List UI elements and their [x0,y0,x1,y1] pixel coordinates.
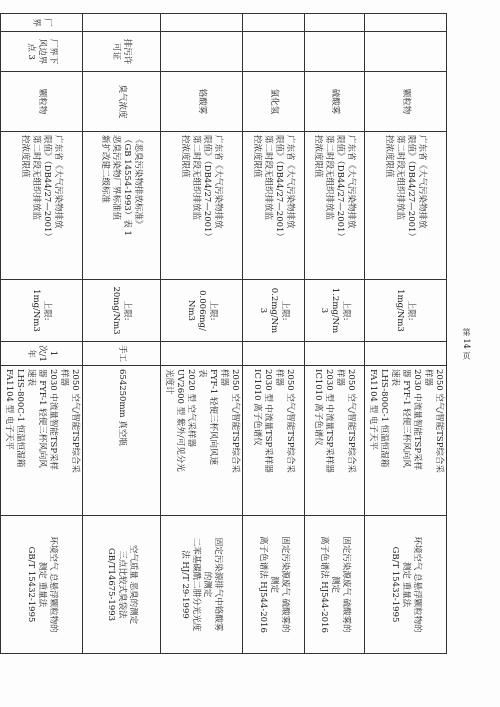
cell-standard [1,132,83,280]
limit-line: 上限: [122,300,133,321]
instrument-line: LHS-800C-1 恒温恒湿箱 [15,369,25,468]
limit-line: 上限: [42,300,53,321]
cell-location: 厂界 [1,14,83,32]
cell-standard [365,132,447,280]
standard-line: 控浓度限值 [313,135,324,178]
table-row [243,14,305,654]
instrument-line: 器 FYF-1 轻便三杯风向风 [401,369,411,468]
cell-method [83,516,161,654]
cell-instrument [1,366,83,516]
cell-frequency [161,342,243,366]
standard-line: 限值》（DB44/27—2001） [202,135,213,241]
cell-instrument [305,366,365,516]
table-row [365,14,447,654]
limit-line: 1mg/Nm3 [31,289,42,332]
instrument-line: 速表 [26,369,36,387]
method-line: GB/T14675-1993 [106,547,116,622]
limit-line: 1.2mg/Nm [330,287,340,334]
cell-instrument [83,366,161,516]
cell-point [365,32,447,72]
method-line: 二苯基碳酰二肼分光光度 [191,537,202,632]
limit-line: 上限: [280,300,290,321]
method-line: 固定污染源排气中铬酸雾 [213,537,224,632]
method-line: 的测定 [202,571,213,598]
cell-pollutant: 氯化氢 [243,72,305,132]
table-row [1,14,83,654]
standard-line: 限值》（DB44/27—2001） [335,135,346,241]
cell-location [243,14,305,32]
method-line: 测定 [330,575,340,593]
standard-line: 新扩改建二级标准 [100,135,111,204]
method-line: 固定污染源废气 硫酸雾的 [280,536,290,633]
cell-instrument [365,366,447,516]
limit-line: 上限: [406,300,417,321]
cell-pollutant: 铬酸雾 [161,72,243,132]
cell-pollutant: 颗粒物 [365,72,447,132]
method-line: 三点比较式臭袋法 [117,550,127,619]
instrument-line: 样器 [423,369,433,387]
method-line: 空气质量 恶臭的测定 [128,544,138,625]
cell-limit [83,280,161,342]
cell-location [365,14,447,32]
instrument-line: 2050 空气/智能TSP综合采 [70,369,80,473]
instrument-line: FA1104 型 电子天平 [4,369,14,450]
table-row [83,14,161,654]
instrument-line: IC1010 离子色谱仪 [252,369,263,446]
method-line: 测定 重量法 [37,561,47,608]
method-line: GB/T 15432-1995 [390,546,400,623]
limit-line: 20mg/Nm3 [111,286,122,335]
limit-line: Nm3 [186,300,196,321]
monitoring-table [0,13,447,654]
instrument-line: 样器 [59,369,69,387]
cell-instrument [243,366,305,516]
cell-instrument [161,366,243,516]
table-row [161,14,243,654]
instrument-line: FYF-1 轻便三杯风向风速 [208,369,218,466]
method-line: 离子色谱法 HJ544-2016 [319,536,329,633]
cell-limit [305,280,365,342]
instrument-line: 2050 空气/智能TSP综合采 [434,369,444,473]
cell-frequency [365,342,447,366]
cell-location [83,14,161,32]
cell-point [161,32,243,72]
standard-line: 广东省《大气污染物排放 [53,135,64,229]
instrument-line: 2050 空气/智能TSP综合采 [346,369,357,473]
cell-standard [305,132,365,280]
monitoring-table-frame [4,13,447,653]
instrument-line: IC1010 离子色谱仪 [313,369,324,446]
cell-method [1,516,83,654]
instrument-line: 样器 [335,369,346,387]
cell-method [161,516,243,654]
cell-limit [243,280,305,342]
cell-method [305,516,365,654]
standard-line: 第二时段无组织排放监 [324,135,335,221]
instrument-line: 样器 [219,369,229,387]
cell-location [305,14,365,32]
instrument-line: 2050 空气/智能TSP综合采 [230,369,240,473]
standard-line: 第二时段无组织排放监 [191,135,202,221]
standard-line: 控浓度限值 [180,135,191,178]
instrument-line: 2030 中流量智能TSP采样 [48,369,58,471]
cell-point [305,32,365,72]
cell-standard [83,132,161,280]
standard-line: 控浓度限值 [20,135,31,178]
cell-frequency: 手工 [83,342,161,366]
standard-line: 恶臭污染物厂界标准值 [111,135,122,221]
standard-line: 《恶臭污染物排放标准》 [133,135,144,229]
limit-line: 0.2mg/Nm [269,287,279,334]
instrument-line: 速表 [390,369,400,387]
method-line: 测定 重量法 [401,561,411,608]
instrument-line: 2030 型 中流量TSP采样器 [263,369,274,473]
standard-line: 第二时段无组织排放监 [31,135,42,221]
cell-standard [161,132,243,280]
standard-line: 广东省《大气污染物排放 [213,135,224,229]
rotated-table-container [4,13,447,653]
cell-limit [365,280,447,342]
limit-line: 3 [258,307,268,314]
method-line: 测定 [269,575,279,593]
cell-frequency [243,342,305,366]
cell-standard [243,132,305,280]
standard-line: 广东省《大气污染物排放 [285,135,296,229]
page-number: 第 14 页 [462,328,471,360]
limit-line: 上限: [341,300,351,321]
standard-line: 第二时段无组织排放监 [395,135,406,221]
cell-method [365,516,447,654]
standard-line: 广东省《大气污染物排放 [346,135,357,229]
method-line: 法 HJ/T 29-1999 [180,550,191,619]
limit-line: 上限: [208,300,218,321]
standard-line: 限值》（DB44/27—2001） [274,135,285,241]
cell-limit [1,280,83,342]
method-line: 环境空气 总悬浮颗粒物的 [412,536,422,633]
standard-line: 限值》（DB44/27—2001） [406,135,417,241]
method-line: GB/T 15432-1995 [26,546,36,623]
cell-pollutant: 硫酸雾 [305,72,365,132]
instrument-line: 样器 [274,369,285,387]
instrument-line: 654250mm 真空瓶 [117,369,127,446]
instrument-line: UV2600 型 紫外/可见分光 [175,369,185,472]
instrument-line: 器 FYF-1 轻便三杯风向风 [37,369,47,468]
standard-line: 限值》（DB44/27—2001） [42,135,53,241]
cell-point: 厂界下风边界点 3 [1,32,83,72]
instrument-line: 2020 型 空气采样器 [186,369,196,448]
cell-point: 排污许可证 [83,32,161,72]
cell-frequency: 1 次/1 年 [1,342,83,366]
standard-line: 控浓度限值 [252,135,263,178]
limit-line: 1mg/Nm3 [395,289,406,332]
limit-line: 3 [319,307,329,314]
cell-pollutant: 臭气浓度 [83,72,161,132]
cell-limit [161,280,243,342]
method-line: 离子色谱法 HJ544-2016 [258,536,268,633]
table-row [305,14,365,654]
instrument-line: 2030 型 中流量TSP采样器 [324,369,335,473]
instrument-line: 2050 空气/智能TSP综合采 [285,369,296,473]
instrument-line: 光度计 [164,369,174,395]
cell-pollutant: 颗粒物 [1,72,83,132]
cell-point [243,32,305,72]
instrument-line: 2030 中流量智能TSP采样 [412,369,422,471]
method-line: 环境空气 总悬浮颗粒物的 [48,536,58,633]
cell-frequency [305,342,365,366]
limit-line: 0.006mg/ [197,290,207,331]
instrument-line: LHS-800C-1 恒温恒湿箱 [379,369,389,468]
method-line: 固定污染源废气 硫酸雾的 [341,536,351,633]
standard-line: （GB 14554-1993）表 1 [122,135,133,236]
standard-line: 第二时段无组织排放监 [263,135,274,221]
instrument-line: 表 [197,369,207,378]
standard-line: 广东省《大气污染物排放 [417,135,428,229]
instrument-line: FA1104 型 电子天平 [368,369,378,450]
standard-line: 控浓度限值 [384,135,395,178]
cell-method [243,516,305,654]
cell-location [161,14,243,32]
